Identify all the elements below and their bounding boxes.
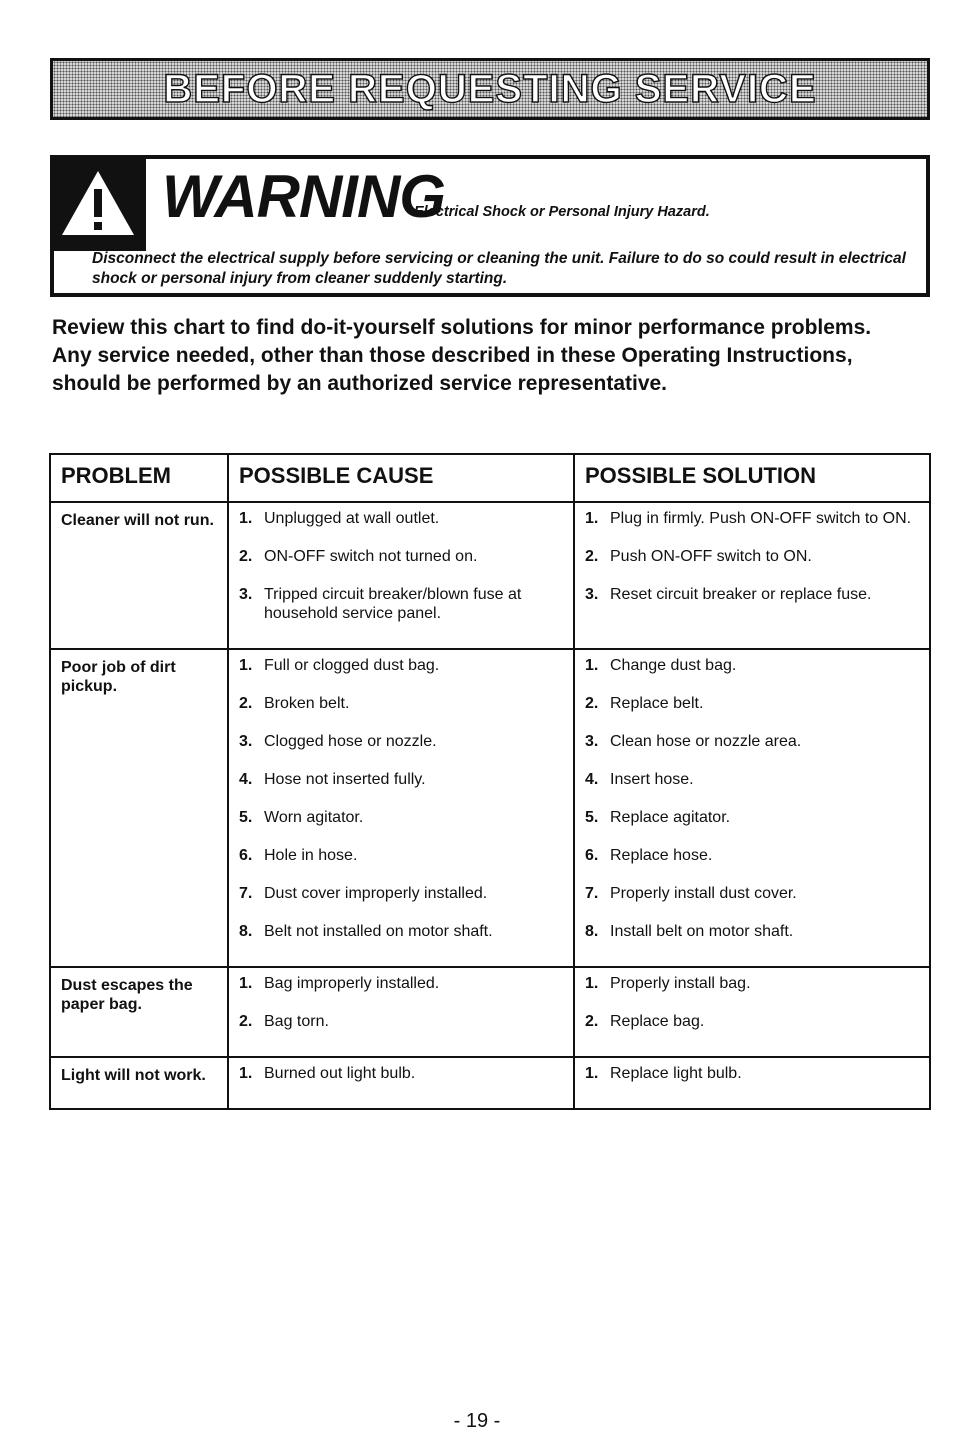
item-text: Bag improperly installed. — [264, 975, 440, 992]
cause-item — [239, 846, 563, 865]
solution-item — [585, 547, 919, 566]
item-text: Hose not inserted fully. — [264, 771, 426, 788]
banner-title: BEFORE REQUESTING SERVICE — [163, 66, 817, 111]
cause-item — [239, 547, 563, 566]
cause-item — [239, 732, 563, 751]
item-number: 1. — [585, 975, 599, 992]
item-text: Hole in hose. — [264, 847, 358, 864]
cause-cell — [228, 967, 574, 1057]
table-row — [50, 649, 930, 967]
item-number: 1. — [239, 1065, 253, 1082]
problem-cell: Poor job of dirt pickup. — [50, 649, 228, 967]
item-number: 5. — [585, 809, 599, 826]
solution-cell — [574, 649, 930, 967]
item-text: Replace light bulb. — [610, 1065, 742, 1082]
item-text: Change dust bag. — [610, 657, 737, 674]
troubleshooting-table — [49, 453, 931, 1110]
solution-item — [585, 884, 919, 903]
item-text: Replace hose. — [610, 847, 713, 864]
item-number: 3. — [585, 733, 599, 750]
solution-cell — [574, 967, 930, 1057]
intro-paragraph: Review this chart to find do-it-yourself solutions for minor performance problems. Any service needed, other than those described in these Operating Instructions, should be performed by an authorized service representative. — [52, 316, 872, 395]
item-number: 2. — [239, 1013, 253, 1030]
cause-cell — [228, 1057, 574, 1109]
solution-item — [585, 974, 919, 993]
problem-cell: Dust escapes the paper bag. — [50, 967, 228, 1057]
item-number: 1. — [585, 1065, 599, 1082]
cause-item — [239, 1012, 563, 1031]
item-text: Properly install bag. — [610, 975, 751, 992]
cause-item — [239, 808, 563, 827]
item-text: Replace belt. — [610, 695, 704, 712]
item-number: 6. — [585, 847, 599, 864]
item-number: 3. — [585, 586, 599, 603]
solution-item — [585, 509, 919, 528]
solution-item — [585, 1064, 919, 1083]
item-number: 2. — [239, 695, 253, 712]
item-text: Burned out light bulb. — [264, 1065, 416, 1082]
item-text: Install belt on motor shaft. — [610, 923, 794, 940]
item-number: 7. — [239, 885, 253, 902]
solution-item — [585, 846, 919, 865]
item-number: 1. — [239, 657, 253, 674]
solution-item — [585, 808, 919, 827]
item-text: Plug in firmly. Push ON-OFF switch to ON. — [610, 510, 912, 527]
item-number: 2. — [585, 695, 599, 712]
cause-item — [239, 974, 563, 993]
item-number: 3. — [239, 733, 253, 750]
warning-subtitle: Electrical Shock or Personal Injury Hazard. — [414, 204, 710, 220]
item-text: Clogged hose or nozzle. — [264, 733, 437, 750]
table-row — [50, 967, 930, 1057]
table-row — [50, 1057, 930, 1109]
header-problem: PROBLEM — [50, 454, 228, 502]
item-text: Worn agitator. — [264, 809, 364, 826]
cause-item — [239, 509, 563, 528]
warning-body: Disconnect the electrical supply before servicing or cleaning the unit. Failure to do so could result in electrical shock or personal injury from cleaner suddenly starting. — [92, 250, 906, 287]
warning-icon-block — [50, 155, 146, 251]
item-text: Unplugged at wall outlet. — [264, 510, 440, 527]
item-text: ON-OFF switch not turned on. — [264, 548, 478, 565]
item-number: 7. — [585, 885, 599, 902]
table-row — [50, 502, 930, 649]
problem-cell: Light will not work. — [50, 1057, 228, 1109]
item-number: 1. — [239, 975, 253, 992]
item-text: Full or clogged dust bag. — [264, 657, 440, 674]
solution-item — [585, 922, 919, 941]
solution-item — [585, 1012, 919, 1031]
cause-item — [239, 656, 563, 675]
item-text: Clean hose or nozzle area. — [610, 733, 802, 750]
solution-item — [585, 770, 919, 789]
section-banner — [50, 58, 930, 120]
page-number: - 19 - — [453, 1410, 501, 1432]
solution-cell — [574, 502, 930, 649]
cause-item — [239, 585, 563, 623]
header-possible-solution: POSSIBLE SOLUTION — [574, 454, 930, 502]
solution-cell — [574, 1057, 930, 1109]
solution-item — [585, 694, 919, 713]
item-number: 2. — [239, 548, 253, 565]
item-number: 1. — [239, 510, 253, 527]
item-number: 3. — [239, 586, 253, 603]
cause-item — [239, 884, 563, 903]
item-text: Insert hose. — [610, 771, 694, 788]
table-header-row — [50, 454, 930, 502]
cause-cell — [228, 502, 574, 649]
item-text: Belt not installed on motor shaft. — [264, 923, 493, 940]
item-number: 8. — [585, 923, 599, 940]
cause-item — [239, 770, 563, 789]
item-text: Reset circuit breaker or replace fuse. — [610, 586, 872, 603]
item-text: Broken belt. — [264, 695, 350, 712]
solution-item — [585, 656, 919, 675]
item-text: Bag torn. — [264, 1013, 329, 1030]
warning-triangle-icon — [60, 169, 136, 237]
problem-cell: Cleaner will not run. — [50, 502, 228, 649]
item-text: Tripped circuit breaker/blown fuse at household service panel. — [264, 586, 522, 622]
item-number: 1. — [585, 657, 599, 674]
item-number: 6. — [239, 847, 253, 864]
item-number: 1. — [585, 510, 599, 527]
item-text: Properly install dust cover. — [610, 885, 797, 902]
item-text: Dust cover improperly installed. — [264, 885, 488, 902]
item-number: 8. — [239, 923, 253, 940]
item-number: 2. — [585, 1013, 599, 1030]
item-text: Replace agitator. — [610, 809, 731, 826]
item-number: 2. — [585, 548, 599, 565]
solution-item — [585, 732, 919, 751]
warning-title: WARNING — [162, 163, 445, 230]
item-number: 4. — [585, 771, 599, 788]
solution-item — [585, 585, 919, 604]
header-possible-cause: POSSIBLE CAUSE — [228, 454, 574, 502]
item-text: Push ON-OFF switch to ON. — [610, 548, 812, 565]
item-number: 4. — [239, 771, 253, 788]
cause-item — [239, 694, 563, 713]
cause-item — [239, 922, 563, 941]
item-number: 5. — [239, 809, 253, 826]
cause-item — [239, 1064, 563, 1083]
warning-box — [50, 155, 930, 297]
cause-cell — [228, 649, 574, 967]
item-text: Replace bag. — [610, 1013, 705, 1030]
